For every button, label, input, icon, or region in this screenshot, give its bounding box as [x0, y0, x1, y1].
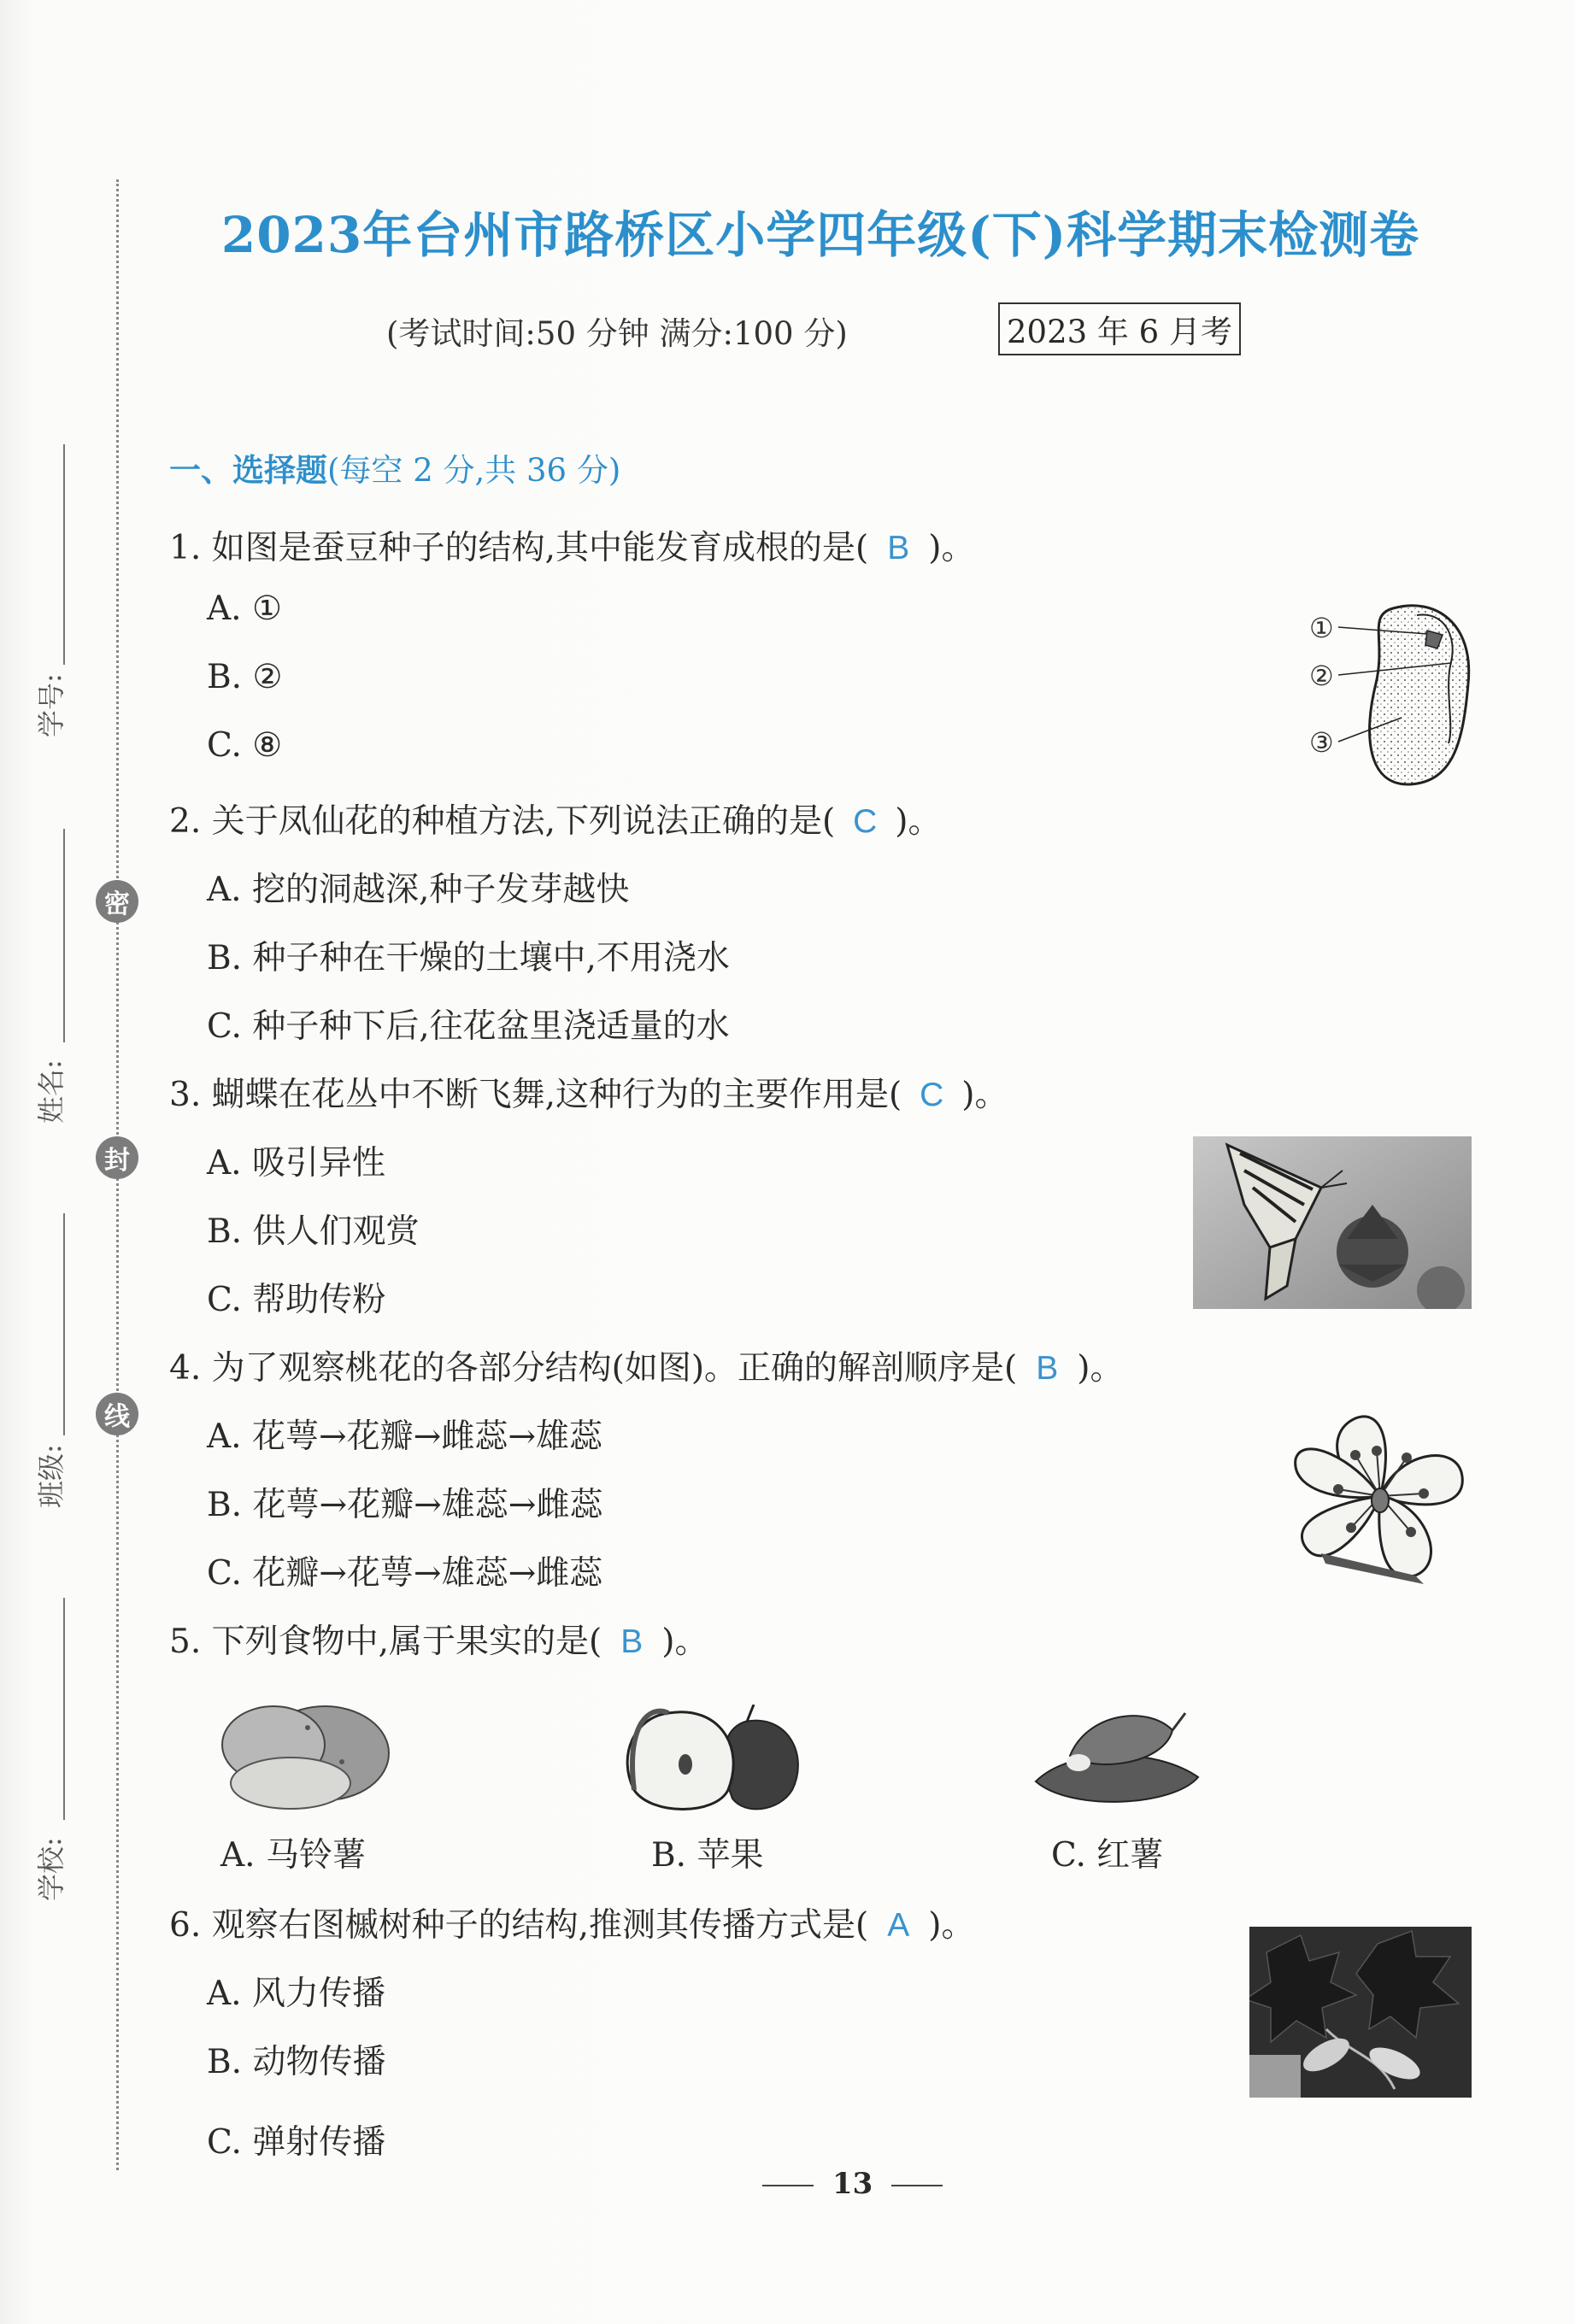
seed-label-3: ③: [1309, 726, 1334, 759]
apple-image: [617, 1705, 805, 1816]
maple-seed-photo: [1249, 1927, 1472, 2098]
question-2-stem: 2. 关于凤仙花的种植方法,下列说法正确的是(: [169, 802, 836, 841]
question-3-option-b: B. 供人们观赏: [207, 1212, 420, 1251]
question-2: [169, 795, 941, 842]
question-5-answer: B: [620, 1623, 644, 1660]
question-4-option-a: A. 花萼→花瓣→雌蕊→雄蕊: [207, 1417, 602, 1456]
question-1-option-c: C. ⑧: [207, 726, 283, 765]
page-number: [743, 2167, 961, 2201]
exam-date-box: 2023 年 6 月考: [998, 302, 1241, 355]
question-5-option-b: B. 苹果: [651, 1836, 764, 1875]
question-5-stem-end: )。: [661, 1623, 708, 1661]
seed-label-2: ②: [1309, 660, 1334, 692]
question-2-answer: C: [853, 803, 878, 840]
question-1-answer: B: [887, 530, 910, 566]
question-3-stem: 3. 蝴蝶在花丛中不断飞舞,这种行为的主要作用是(: [169, 1076, 902, 1114]
question-6-stem: 6. 观察右图槭树种子的结构,推测其传播方式是(: [169, 1906, 869, 1945]
name-blank: [63, 829, 65, 1042]
seal-xian-badge: 线: [96, 1393, 138, 1435]
seed-body-shape: [1370, 606, 1469, 784]
question-6-stem-end: )。: [928, 1906, 975, 1945]
question-4-option-b: B. 花萼→花瓣→雄蕊→雌蕊: [207, 1486, 603, 1524]
question-2-stem-end: )。: [895, 802, 942, 841]
question-4-option-c: C. 花瓣→花萼→雄蕊→雌蕊: [207, 1554, 603, 1593]
question-6-option-c: C. 弹射传播: [207, 2123, 386, 2162]
question-3-option-c: C. 帮助传粉: [207, 1281, 386, 1319]
question-4-stem-end: )。: [1077, 1349, 1124, 1388]
question-4: [169, 1341, 1123, 1389]
question-6-option-a: A. 风力传播: [207, 1975, 385, 2013]
question-2-option-c: C. 种子种下后,往花盆里浇适量的水: [207, 1007, 730, 1046]
question-6: [169, 1899, 974, 1946]
question-1-option-a: A. ①: [207, 590, 282, 628]
question-5-option-a: A. 马铃薯: [220, 1836, 366, 1875]
exam-subtitle: (考试时间:50 分钟 满分:100 分): [386, 315, 848, 352]
section-title: 一、选择题: [169, 451, 327, 489]
student-no-blank: [63, 444, 65, 665]
class-label: 班级:: [35, 1444, 68, 1508]
page-number-text: 13: [832, 2167, 873, 2201]
question-1-option-b: B. ②: [207, 658, 283, 696]
broad-bean-seed-figure: [1308, 590, 1478, 795]
question-5-stem: 5. 下列食物中,属于果实的是(: [169, 1623, 602, 1661]
potato-image: [214, 1693, 393, 1813]
question-1-stem: 1. 如图是蚕豆种子的结构,其中能发育成根的是(: [169, 529, 869, 567]
seed-label-1: ①: [1309, 612, 1334, 644]
question-4-answer: B: [1036, 1350, 1059, 1387]
question-5-option-c: C. 红薯: [1051, 1836, 1164, 1875]
question-5: [169, 1615, 708, 1663]
question-3: [169, 1068, 1008, 1116]
question-1-stem-end: )。: [928, 529, 975, 567]
question-6-option-b: B. 动物传播: [207, 2043, 386, 2081]
section-note: (每空 2 分,共 36 分): [327, 452, 621, 489]
seal-mi-badge: 密: [96, 880, 138, 923]
question-1: [169, 521, 974, 569]
section-heading: [169, 444, 620, 490]
question-3-option-a: A. 吸引异性: [207, 1144, 385, 1183]
question-3-answer: C: [920, 1077, 944, 1113]
question-2-option-a: A. 挖的洞越深,种子发芽越快: [207, 871, 630, 909]
school-blank: [63, 1598, 65, 1820]
question-3-stem-end: )。: [961, 1076, 1008, 1114]
seal-feng-badge: 封: [96, 1136, 138, 1179]
question-6-answer: A: [887, 1907, 910, 1944]
student-no-label: 学号:: [35, 673, 68, 737]
exam-title: 2023年台州市路桥区小学四年级(下)科学期末检测卷: [220, 206, 1420, 264]
name-label: 姓名:: [35, 1059, 68, 1124]
class-blank: [63, 1213, 65, 1435]
peach-flower-figure: [1287, 1408, 1473, 1584]
question-2-option-b: B. 种子种在干燥的土壤中,不用浇水: [207, 939, 730, 977]
question-4-stem: 4. 为了观察桃花的各部分结构(如图)。正确的解剖顺序是(: [169, 1349, 1018, 1388]
sweet-potato-image: [1019, 1696, 1207, 1816]
butterfly-photo: [1193, 1136, 1472, 1309]
school-label: 学校:: [35, 1837, 68, 1901]
